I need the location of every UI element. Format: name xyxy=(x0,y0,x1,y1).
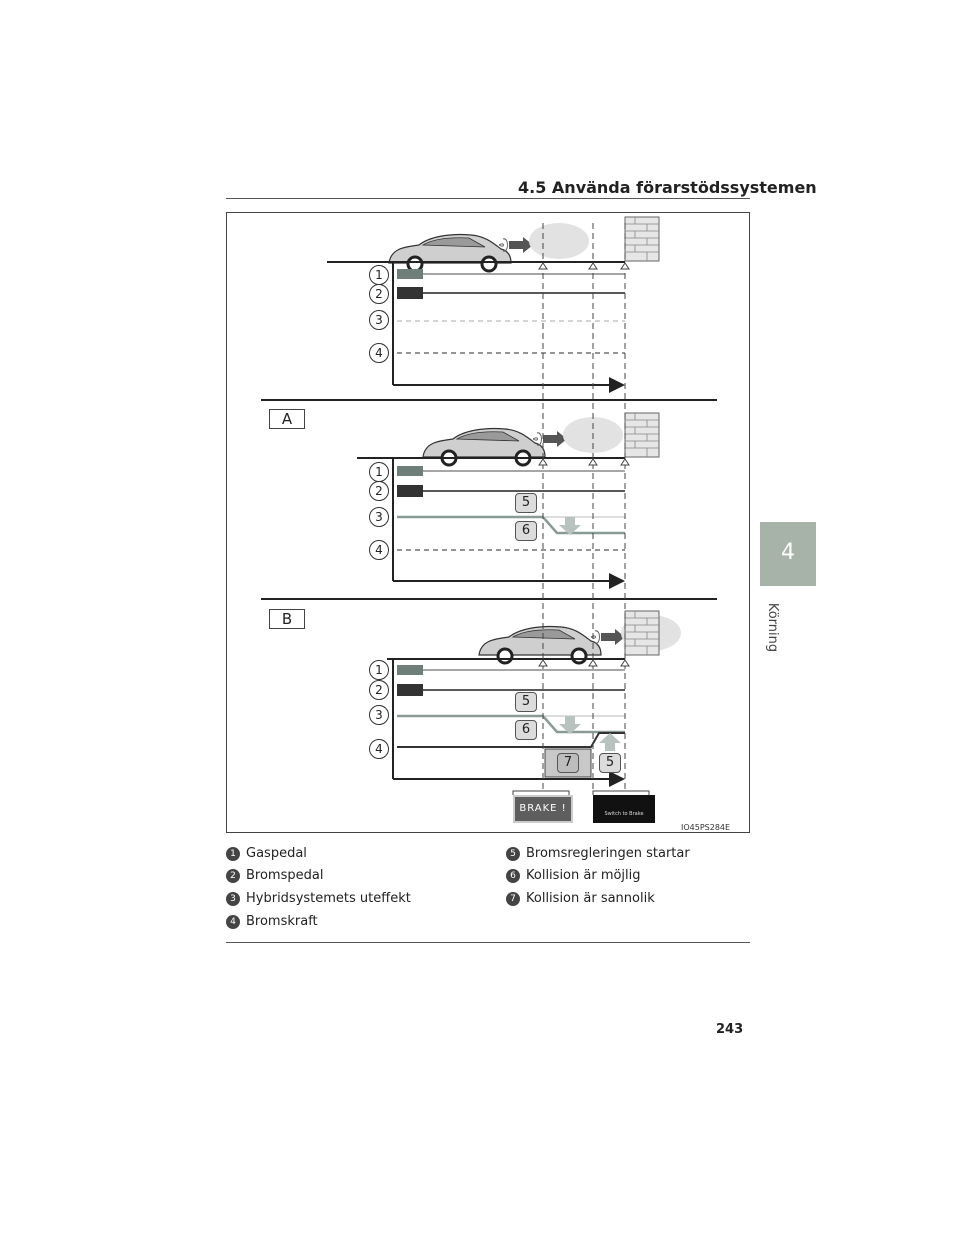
legend-item: 1 Gaspedal xyxy=(226,846,307,861)
row-number-2: 2 xyxy=(369,680,389,700)
legend-item: 2 Bromspedal xyxy=(226,868,323,883)
bottom-rule xyxy=(226,942,750,943)
row-number-4: 4 xyxy=(369,540,389,560)
badge-7: 7 xyxy=(557,753,579,773)
row-number-4: 4 xyxy=(369,343,389,363)
legend-item: 5 Bromsregleringen startar xyxy=(506,846,690,861)
row-number-4: 4 xyxy=(369,739,389,759)
row-number-3: 3 xyxy=(369,507,389,527)
legend-item: 7 Kollision är sannolik xyxy=(506,891,655,906)
brake-warning-display: BRAKE ! xyxy=(513,795,573,823)
system-diagram xyxy=(226,212,750,833)
row-number-1: 1 xyxy=(369,265,389,285)
header-rule xyxy=(226,198,750,199)
badge-5: 5 xyxy=(515,493,537,513)
page-number: 243 xyxy=(716,1022,744,1037)
badge-5: 5 xyxy=(599,753,621,773)
scenario-a xyxy=(357,413,659,581)
section-label-a: A xyxy=(269,409,305,429)
badge-6: 6 xyxy=(515,521,537,541)
badge-6: 6 xyxy=(515,720,537,740)
row-number-3: 3 xyxy=(369,705,389,725)
legend-item: 3 Hybridsystemets uteffekt xyxy=(226,891,411,906)
timeline-markers xyxy=(539,223,629,791)
row-number-3: 3 xyxy=(369,310,389,330)
chapter-number: 4 xyxy=(781,540,795,565)
row-number-1: 1 xyxy=(369,462,389,482)
section-label-b: B xyxy=(269,609,305,629)
figure-code: IO45PS284E xyxy=(681,823,731,832)
section-header: 4.5 Använda förarstödssystemen xyxy=(518,178,817,197)
row-number-1: 1 xyxy=(369,660,389,680)
badge-5: 5 xyxy=(515,692,537,712)
diagram-drawing xyxy=(227,213,750,833)
row-number-2: 2 xyxy=(369,284,389,304)
row-number-2: 2 xyxy=(369,481,389,501)
switch-to-brake-display: Switch to Brake xyxy=(593,795,655,823)
chapter-label: Körning xyxy=(765,602,781,652)
legend-item: 4 Bromskraft xyxy=(226,914,318,929)
legend-item: 6 Kollision är möjlig xyxy=(506,868,641,883)
